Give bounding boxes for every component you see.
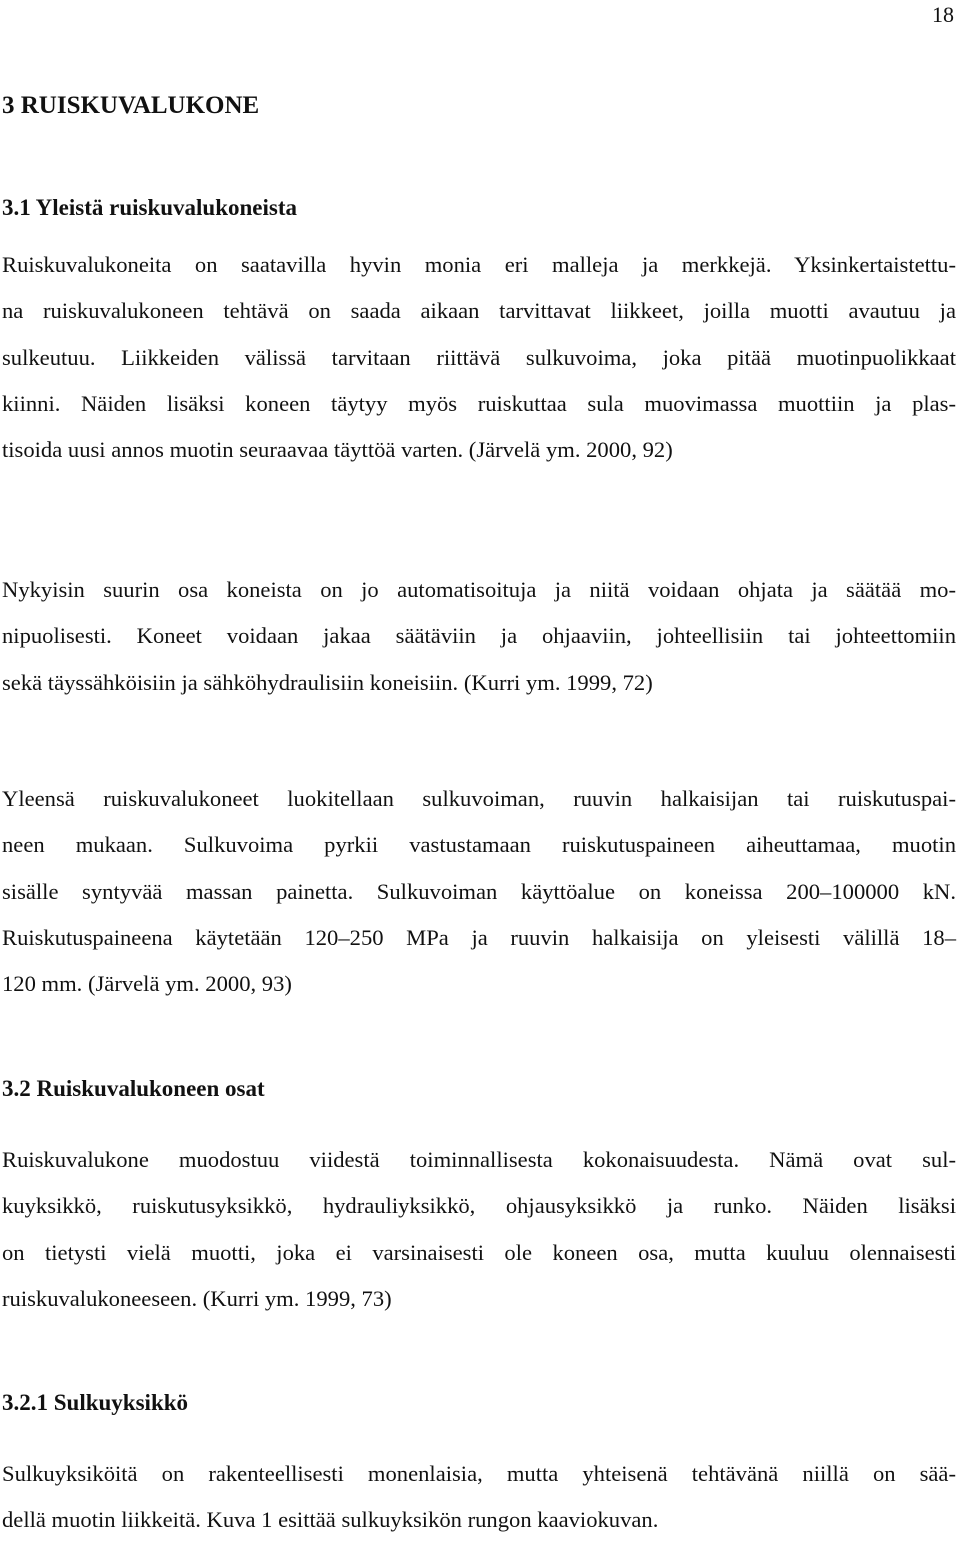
paragraph-line: Nykyisin suurin osa koneista on jo automatisoituja ja niitä voidaan ohjata ja säätää mo- [2,577,956,602]
paragraph-line: nipuolisesti. Koneet voidaan jakaa säätäviin ja ohjaaviin, johteellisiin tai johteettomiin [2,623,956,649]
chapter-heading: 3 RUISKUVALUKONE [2,92,260,119]
paragraph-line: sulkeutuu. Liikkeiden välissä tarvitaan riittävä sulkuvoima, joka pitää muotinpuolikkaat [2,344,956,370]
paragraph-line: Ruiskuvalukone muodostuu viidestä toiminnallisesta kokonaisuudesta. Nämä ovat sul- [2,1147,956,1172]
paragraph-line: Yleensä ruiskuvalukoneet luokitellaan sulkuvoiman, ruuvin halkaisijan tai ruiskutuspai- [2,786,956,811]
paragraph-line: dellä muotin liikkeitä. Kuva 1 esittää sulkuyksikön rungon kaaviokuvan. [2,1507,659,1533]
paragraph-3 [2,776,956,1007]
paragraph-line: sekä täyssähköisiin ja sähköhydraulisiin koneisiin. (Kurri ym. 1999, 72) [2,669,653,695]
paragraph-5 [2,1451,956,1544]
paragraph-line: na ruiskuvalukoneen tehtävä on saada aikaan tarvittavat liikkeet, joilla muotti avautuu ja [2,298,956,324]
paragraph-line: on tietysti vielä muotti, joka ei varsinaisesti ole koneen osa, mutta kuuluu olennaisesti [2,1239,956,1265]
subsection-heading-3-2-1: 3.2.1 Sulkuyksikkö [2,1390,189,1415]
paragraph-4 [2,1137,956,1322]
page-number: 18 [932,2,954,27]
paragraph-line: 120 mm. (Järvelä ym. 2000, 93) [2,971,292,997]
paragraph-line: tisoida uusi annos muotin seuraavaa täyttöä varten. (Järvelä ym. 2000, 92) [2,437,673,463]
paragraph-line: Sulkuyksiköitä on rakenteellisesti monenlaisia, mutta yhteisenä tehtävänä niillä on sää- [2,1461,956,1486]
paragraph-line: neen mukaan. Sulkuvoima pyrkii vastustamaan ruiskutuspaineen aiheuttamaa, muotin [2,832,956,858]
paragraph-2 [2,567,956,706]
paragraph-line: Ruiskuvalukoneita on saatavilla hyvin monia eri malleja ja merkkejä. Yksinkertaistettu- [2,252,956,277]
paragraph-line: kuyksikkö, ruiskutusyksikkö, hydrauliyksikkö, ohjausyksikkö ja runko. Näiden lisäksi [2,1193,956,1219]
paragraph-line: kiinni. Näiden lisäksi koneen täytyy myös ruiskuttaa sula muovimassa muottiin ja plas- [2,390,956,416]
paragraph-1 [2,242,956,473]
paragraph-line: sisälle syntyvää massan painetta. Sulkuvoiman käyttöalue on koneissa 200–100000 kN. [2,878,956,904]
paragraph-line: Ruiskutuspaineena käytetään 120–250 MPa ja ruuvin halkaisija on yleisesti välillä 18– [2,924,956,950]
paragraph-line: ruiskuvalukoneeseen. (Kurri ym. 1999, 73) [2,1285,392,1311]
section-heading-3-1: 3.1 Yleistä ruiskuvalukoneista [2,195,298,220]
section-heading-3-2: 3.2 Ruiskuvalukoneen osat [2,1076,265,1101]
